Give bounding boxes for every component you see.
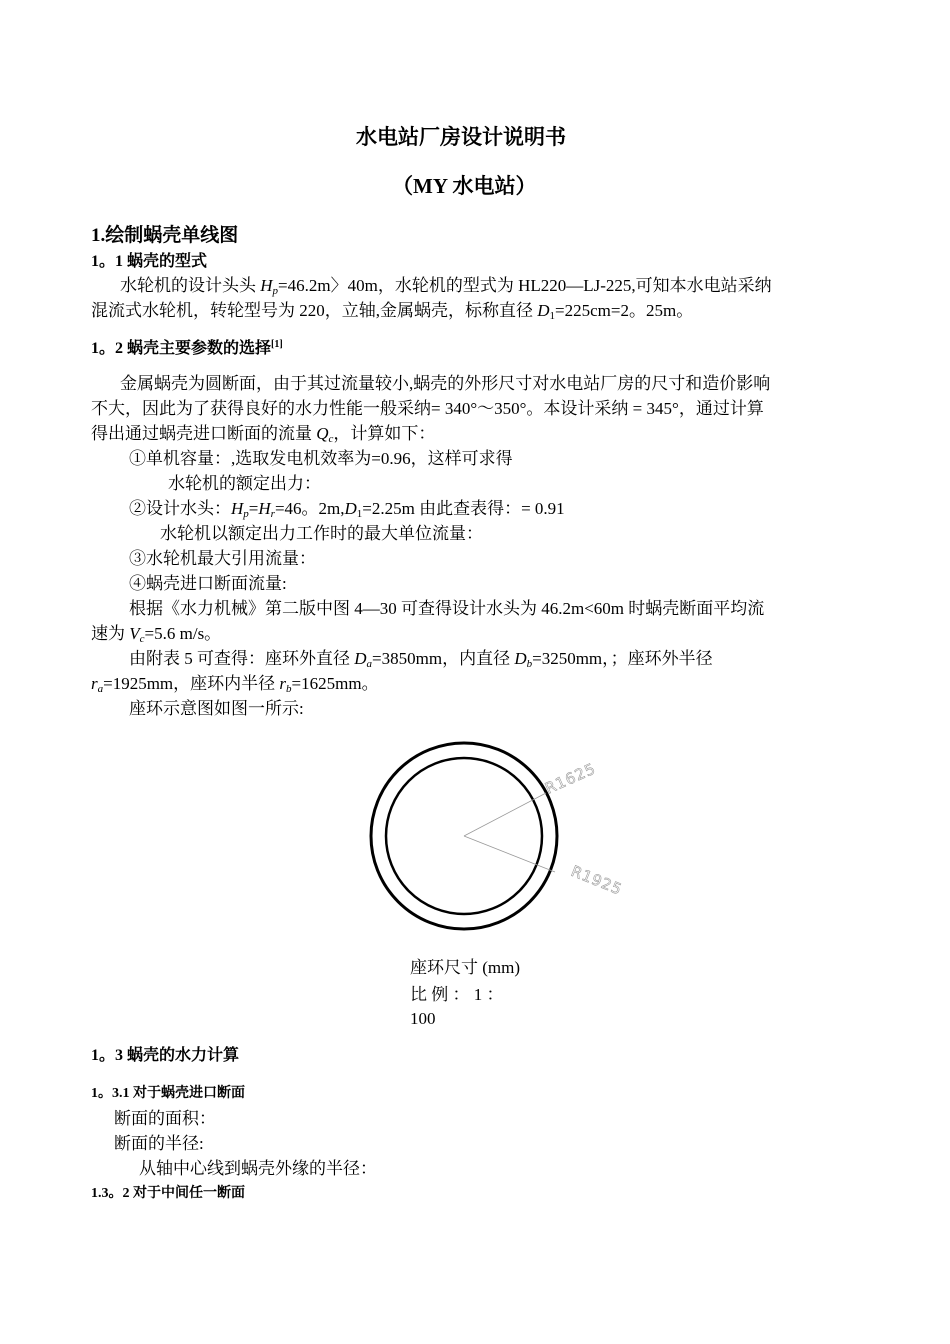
- section-radius-line: 断面的半径:: [114, 1134, 204, 1153]
- figure-caption-size: 座环尺寸 (mm): [410, 958, 521, 977]
- section-area-line: 断面的面积：: [114, 1109, 216, 1128]
- list-item-1: ①单机容量：,选取发电机效率为=0.96，这样可求得: [129, 449, 513, 468]
- paragraph-1-2-line-1: 金属蜗壳为圆断面，由于其过流量较小,蜗壳的外形尺寸对水电站厂房的尺寸和造价影响: [120, 374, 771, 393]
- document-title: 水电站厂房设计说明书: [356, 125, 566, 149]
- outer-radius-label: R1925: [568, 862, 625, 899]
- paragraph-1-1-line-1: 水轮机的设计头头 $H_p=46.2m$〉40m，水轮机的型式为 HL220—LJ-225,可知本水电站采纳: [120, 276, 772, 297]
- section-1-1-heading: 1。1 蜗壳的型式: [91, 253, 208, 270]
- outer-edge-radius-line: 从轴中心线到蜗壳外缘的半径：: [139, 1159, 377, 1178]
- section-1-3-heading: 1。3 蜗壳的水力计算: [91, 1047, 240, 1064]
- list-item-3: ③水轮机最大引用流量：: [129, 549, 316, 568]
- list-item-4: ④蜗壳进口断面流量:: [129, 574, 287, 593]
- inner-radius-leader: [464, 793, 546, 836]
- paragraph-1-2-line-4: 根据《水力机械》第二版中图 4—30 可查得设计水头为 46.2m<60m 时蜗壳断面平均流: [129, 599, 765, 618]
- list-item-2: ②设计水头：$H_p=H_r=46$。$2m,D_1=2.25m$ 由此查表得：= 0.91: [129, 499, 565, 520]
- section-1-2-heading: 1。2 蜗壳主要参数的选择[1]: [91, 339, 283, 357]
- seat-ring-diagram: [360, 735, 640, 935]
- section-1-heading: 1.绘制蜗壳单线图: [91, 225, 239, 246]
- figure-intro: 座环示意图如图一所示:: [129, 699, 304, 718]
- paragraph-1-2-line-2: 不大，因此为了获得良好的水力性能一般采纳= 340°～350°。本设计采纳 = 345°，通过计算: [91, 399, 764, 418]
- paragraph-1-2-line-3: 得出通过蜗壳进口断面的流量 $Q_c$，计算如下：: [91, 424, 436, 445]
- section-1-3-1-heading: 1。3.1 对于蜗壳进口断面: [91, 1086, 245, 1101]
- paragraph-1-2-line-5: 速为 $V_c=5.6$ m/s。: [91, 624, 222, 645]
- list-item-1-sub: 水轮机的额定出力：: [168, 474, 321, 493]
- figure-caption-scale: 比 例 ： 1 ：: [410, 985, 504, 1004]
- paragraph-1-1-line-2: 混流式水轮机，转轮型号为 220，立轴,金属蜗壳，标称直径 $D_1=225cm=2$。25m。: [91, 301, 694, 322]
- paragraph-1-2-line-6: 由附表 5 可查得：座环外直径 $D_a=3850mm$，内直径 $D_b=3250mm$，；座环外半径: [129, 649, 713, 670]
- section-1-3-2-heading: 1.3。2 对于中间任一断面: [91, 1186, 245, 1201]
- inner-radius-label: R1625: [542, 759, 599, 798]
- document-subtitle: （MY 水电站）: [392, 174, 537, 198]
- list-item-2-sub: 水轮机以额定出力工作时的最大单位流量：: [160, 524, 483, 543]
- figure-caption-scale-value: 100: [410, 1009, 436, 1028]
- paragraph-1-2-line-7: $r_a=1925mm$，座环内半径 $r_b=1625mm$。: [91, 674, 379, 695]
